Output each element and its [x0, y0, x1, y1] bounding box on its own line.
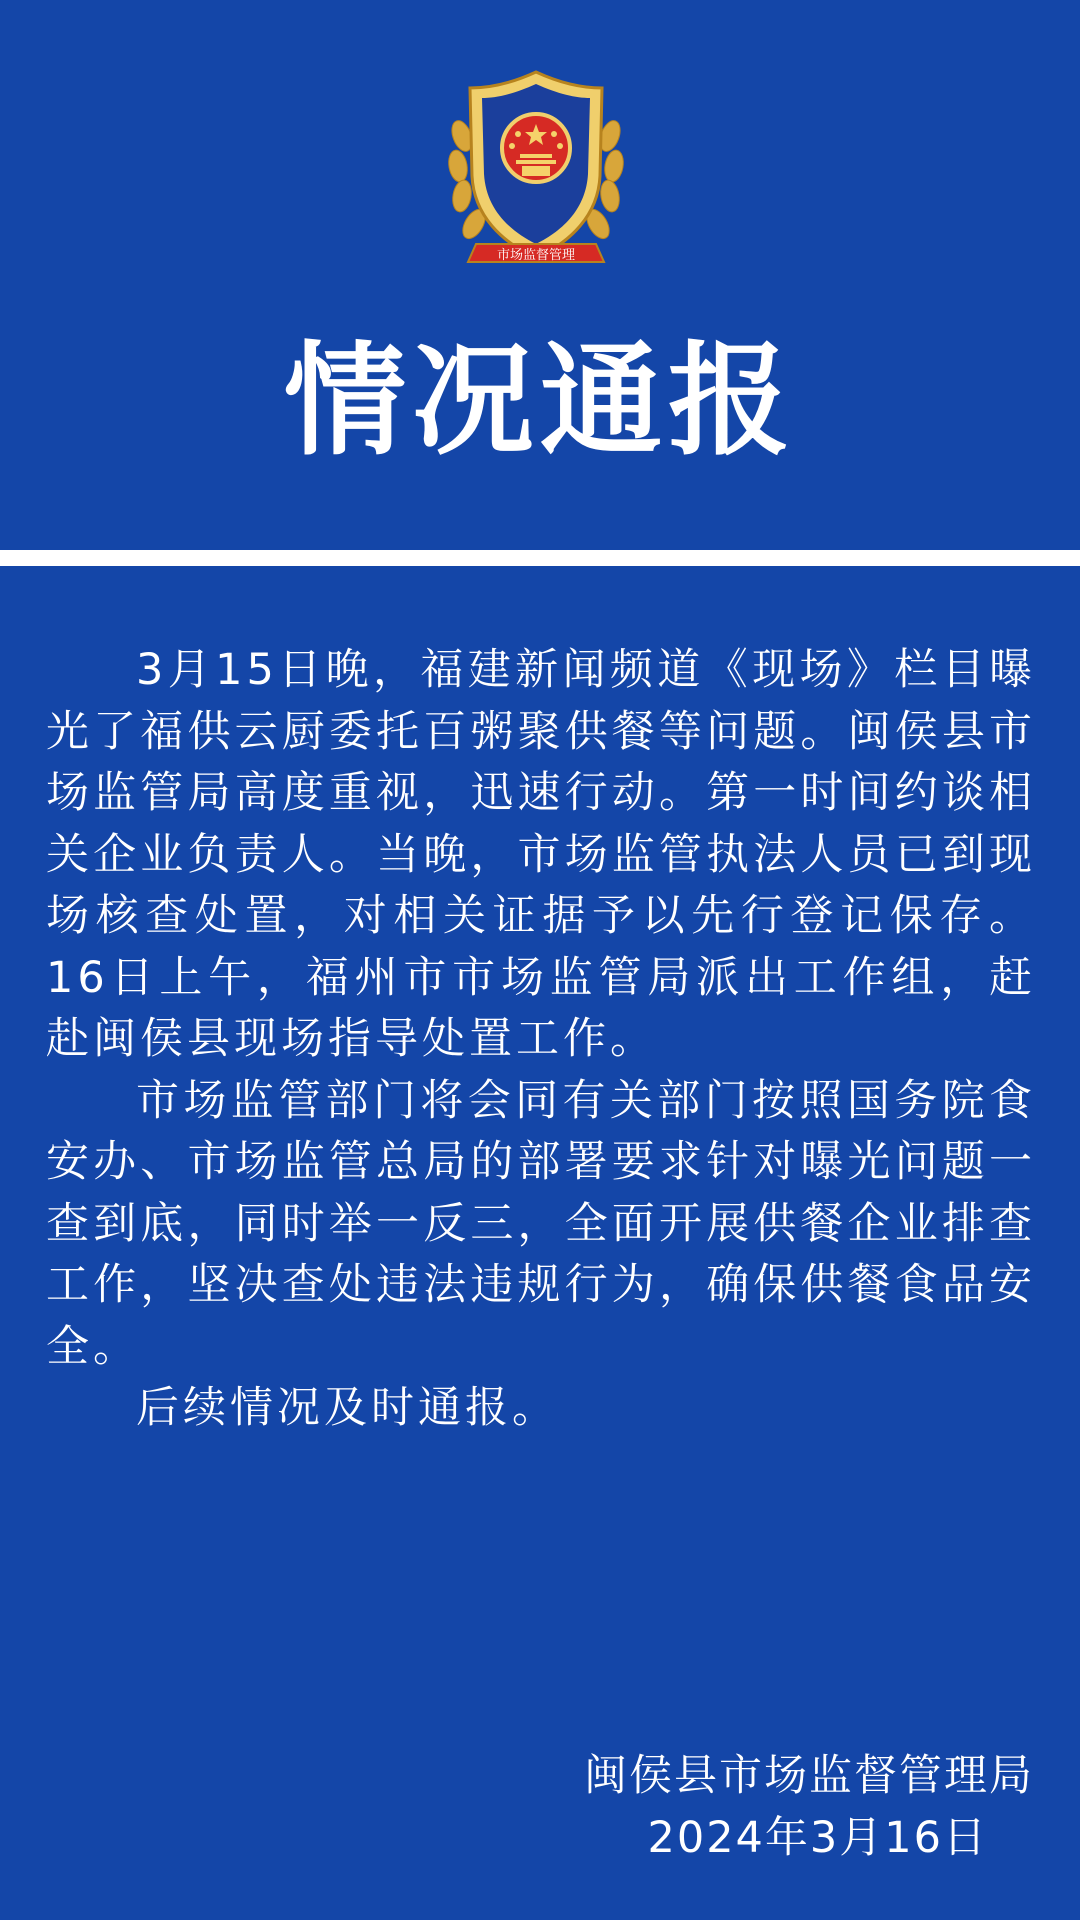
emblem-ribbon-text: 市场监督管理 — [496, 248, 576, 263]
notice-title: 情况通报 — [284, 330, 796, 472]
title-divider — [0, 550, 1080, 566]
signature-date: 2024年3月16日 — [647, 1813, 988, 1863]
notice-paragraph-1: 3月15日晚，福建新闻频道《现场》栏目曝光了福供云厨委托百粥聚供餐等问题。闽侯县市场监管局高度重视，迅速行动。第一时间约谈相关企业负责人。当晚，市场监管执法人员已到现场核查处置，对相关证据予以先行登记保存。16日上午，福州市市场监管局派出工作组，赶赴闽侯县现场指导处置工作。 — [46, 645, 1036, 1064]
market-supervision-emblem-icon — [440, 66, 632, 280]
notice-paragraph-3: 后续情况及时通报。 — [136, 1383, 559, 1433]
notice-paragraph-2: 市场监管部门将会同有关部门按照国务院食安办、市场监管总局的部署要求针对曝光问题一查到底，同时举一反三，全面开展供餐企业排查工作，坚决查处违法违规行为，确保供餐食品安全。 — [46, 1075, 1036, 1372]
signature-organization: 闽侯县市场监督管理局 — [584, 1751, 1034, 1801]
notice-body — [46, 640, 1036, 1440]
